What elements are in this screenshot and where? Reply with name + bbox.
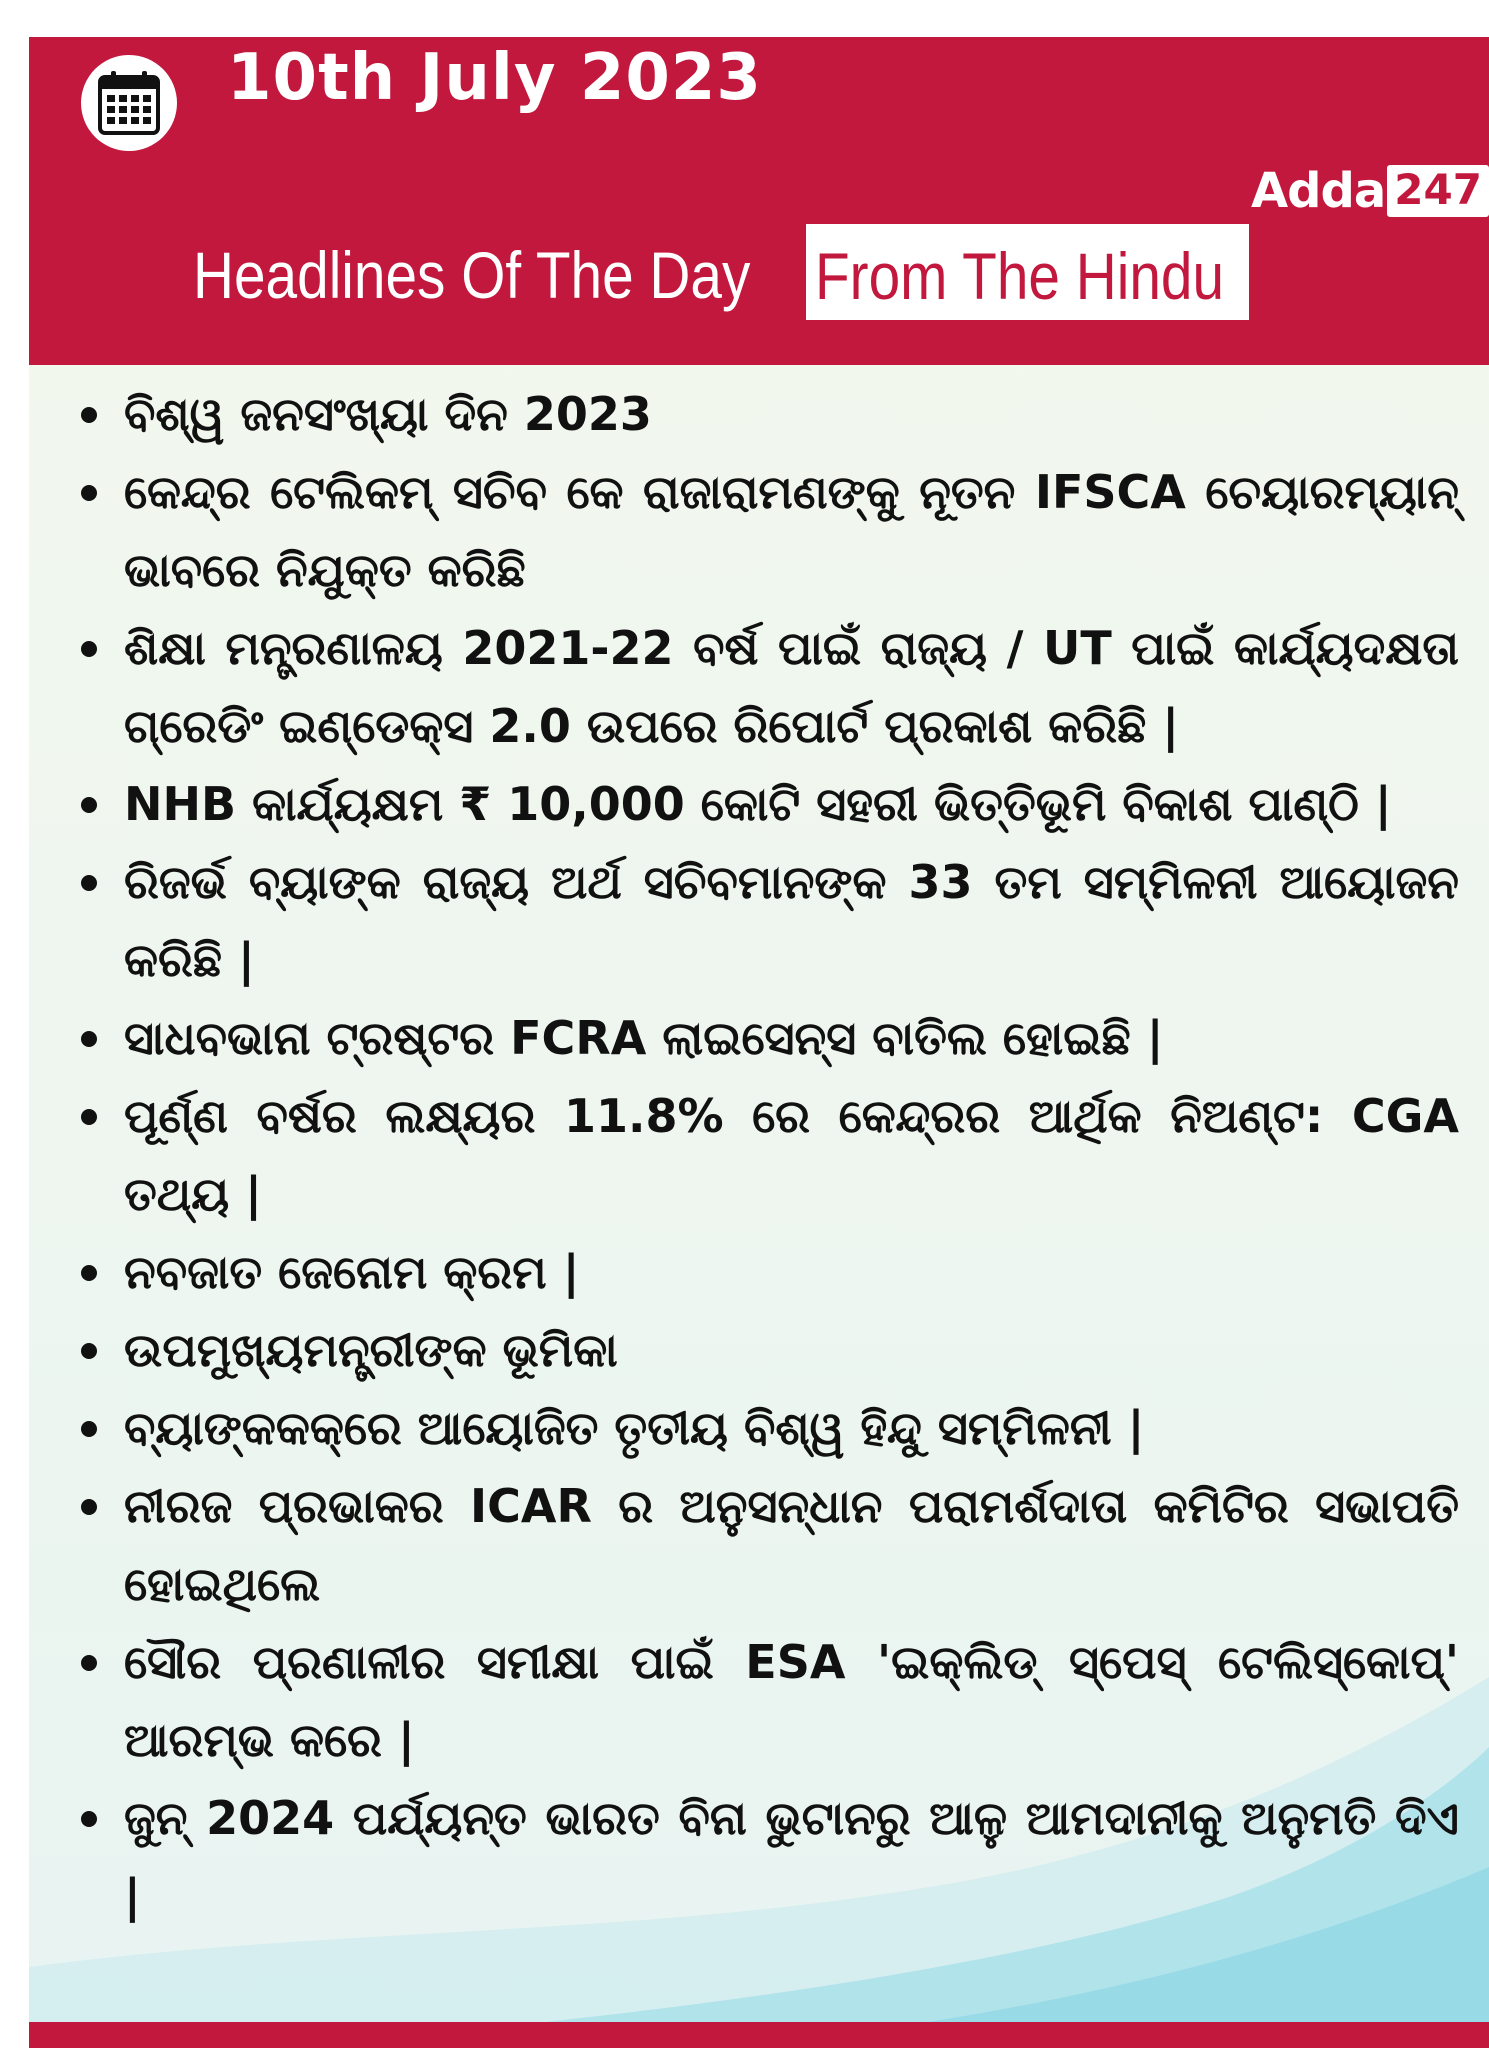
list-item: ଜୁନ୍ 2024 ପର୍ଯ୍ୟନ୍ତ ଭାରତ ବିନା ଭୁଟାନରୁ ଆଳୁ ଆମଦାନୀକୁ ଅନୁମତି ଦିଏ | bbox=[29, 1779, 1489, 1935]
list-item: ଶିକ୍ଷା ମନ୍ତ୍ରଣାଳୟ 2021-22 ବର୍ଷ ପାଇଁ ରାଜ୍ୟ / UT ପାଇଁ କାର୍ଯ୍ୟଦକ୍ଷତା ଗ୍ରେଡିଂ ଇଣ୍ଡେକ୍ସ 2.0 ଉପରେ ରିପୋର୍ଟ ପ୍ରକାଶ କରିଛି | bbox=[29, 609, 1489, 765]
list-item: ଉପମୁଖ୍ୟମନ୍ତ୍ରୀଙ୍କ ଭୂମିକା bbox=[29, 1311, 1489, 1389]
headline-source-label: From The Hindu bbox=[815, 239, 1225, 313]
list-item: NHB କାର୍ଯ୍ୟକ୍ଷମ ₹ 10,000 କୋଟି ସହରୀ ଭିତ୍ତିଭୂମି ବିକାଶ ପାଣ୍ଠି | bbox=[29, 765, 1489, 843]
brand-logo bbox=[1251, 163, 1489, 219]
list-item: ପୂର୍ଣ୍ଣ ବର୍ଷର ଲକ୍ଷ୍ୟର 11.8% ରେ କେନ୍ଦ୍ରର ଆର୍ଥିକ ନିଅଣ୍ଟ: CGA ତଥ୍ୟ | bbox=[29, 1077, 1489, 1233]
list-item: ନବଜାତ ଜେନୋମ କ୍ରମ | bbox=[29, 1233, 1489, 1311]
headline-list bbox=[29, 375, 1489, 1935]
list-item: କେନ୍ଦ୍ର ଟେଲିକମ୍ ସଚିବ କେ ରାଜାରାମଣଙ୍କୁ ନୂତନ IFSCA ଚେୟାରମ୍ୟାନ୍ ଭାବରେ ନିଯୁକ୍ତ କରିଛି bbox=[29, 453, 1489, 609]
headline-source-badge bbox=[806, 224, 1249, 320]
list-item: ସାଧବଭାନା ଟ୍ରଷ୍ଟର FCRA ଲାଇସେନ୍ସ ବାତିଲ ହୋଇଛି | bbox=[29, 999, 1489, 1077]
list-item: ନୀରଜ ପ୍ରଭାକର ICAR ର ଅନୁସନ୍ଧାନ ପରାମର୍ଶଦାତା କମିଟିର ସଭାପତି ହୋଇଥିଲେ bbox=[29, 1467, 1489, 1623]
list-item: ବିଶ୍ୱ ଜନସଂଖ୍ୟା ଦିନ 2023 bbox=[29, 375, 1489, 453]
list-item: ରିଜର୍ଭ ବ୍ୟାଙ୍କ ରାଜ୍ୟ ଅର୍ଥ ସଚିବମାନଙ୍କ 33 ତମ ସମ୍ମିଳନୀ ଆୟୋଜନ କରିଛି | bbox=[29, 843, 1489, 999]
brand-name: Adda bbox=[1251, 163, 1386, 219]
list-item: ସୌର ପ୍ରଣାଳୀର ସମୀକ୍ଷା ପାଇଁ ESA 'ଇକ୍ଲିଡ୍ ସ୍ପେସ୍ ଟେଲିସ୍କୋପ୍' ଆରମ୍ଭ କରେ | bbox=[29, 1623, 1489, 1779]
list-item: ବ୍ୟାଙ୍କକକ୍ରେ ଆୟୋଜିତ ତୃତୀୟ ବିଶ୍ୱ ହିନ୍ଦୁ ସମ୍ମିଳନୀ | bbox=[29, 1389, 1489, 1467]
calendar-badge bbox=[81, 55, 177, 151]
footer-band bbox=[29, 2022, 1489, 2048]
headlines-card bbox=[29, 37, 1489, 2048]
headline-title: Headlines Of The Day bbox=[193, 238, 751, 312]
header-banner bbox=[29, 37, 1489, 365]
date-heading: 10th July 2023 bbox=[227, 41, 762, 115]
brand-number: 247 bbox=[1387, 165, 1489, 217]
calendar-icon bbox=[97, 69, 161, 137]
